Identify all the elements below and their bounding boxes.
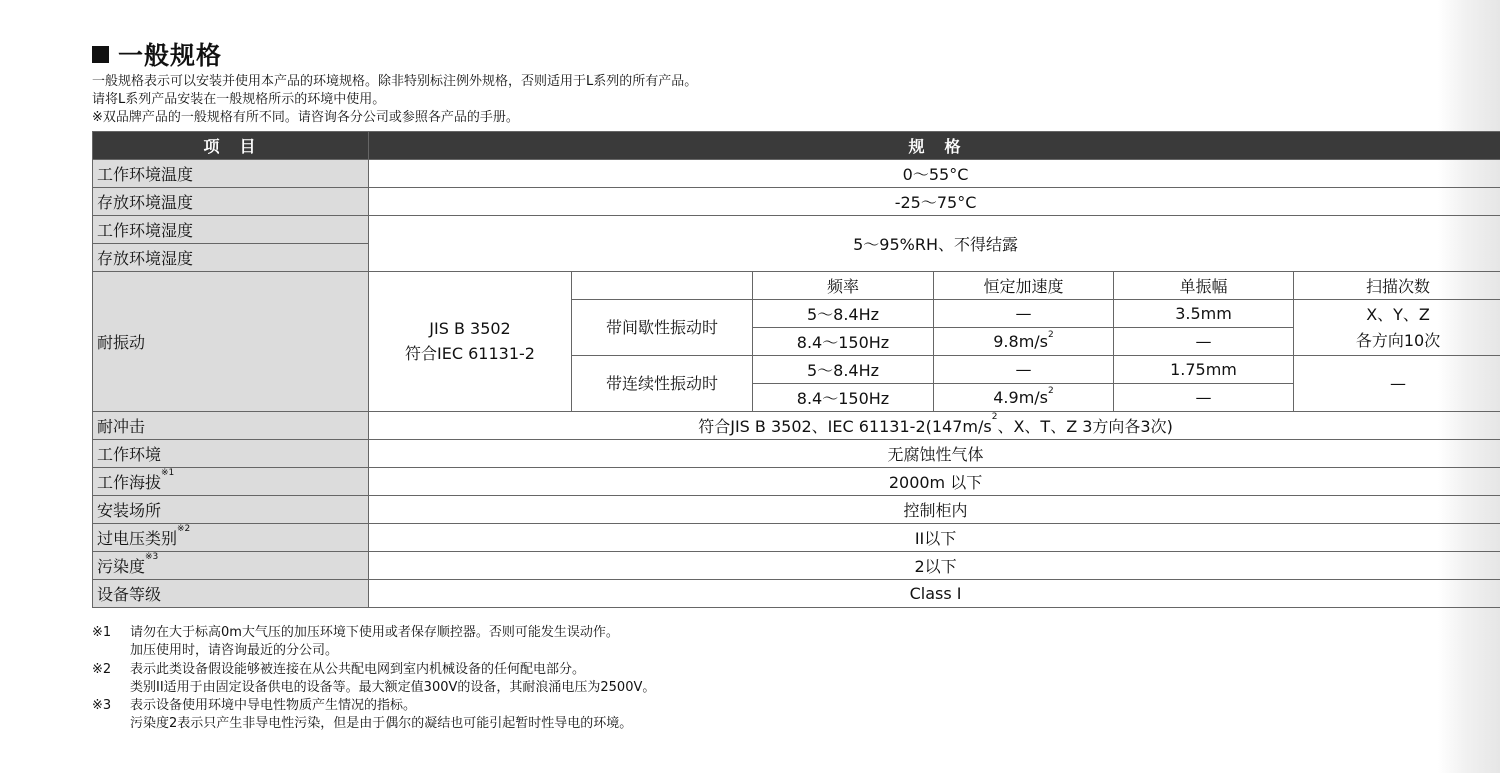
footnote-mark: ※3 bbox=[145, 552, 159, 562]
overvoltage-label-text: 过电压类别 bbox=[97, 529, 178, 548]
square-bullet-icon bbox=[92, 46, 109, 63]
altitude-value: 2000m 以下 bbox=[369, 468, 1500, 496]
install-label: 安装场所 bbox=[93, 496, 369, 524]
footnote-line: 污染度2表示只产生非导电性污染，但是由于偶尔的凝结也可能引起暂时性导电的环境。 bbox=[130, 716, 633, 732]
op-temp-label: 工作环境温度 bbox=[93, 160, 369, 188]
table-row bbox=[93, 496, 1500, 524]
table-row bbox=[93, 440, 1500, 468]
shock-value-a: 符合JIS B 3502、IEC 61131-2(147m/s bbox=[698, 417, 992, 436]
amp-cell: — bbox=[1114, 384, 1294, 412]
table-row bbox=[93, 160, 1500, 188]
continuous-label: 带连续性振动时 bbox=[572, 356, 753, 412]
table-row bbox=[93, 552, 1500, 580]
storage-temp-value: -25～75°C bbox=[369, 188, 1500, 216]
footnote-mark: ※2 bbox=[92, 661, 112, 677]
sweeps-line: X、Y、Z bbox=[1366, 304, 1430, 324]
exponent: 2 bbox=[1048, 330, 1054, 340]
accel-value: 4.9m/s bbox=[993, 388, 1049, 407]
footnote bbox=[92, 624, 655, 661]
intro-text bbox=[92, 73, 697, 127]
table-row bbox=[93, 580, 1500, 608]
table-row bbox=[93, 412, 1500, 440]
accel-cell bbox=[934, 328, 1114, 356]
sweeps-line: 各方向10次 bbox=[1355, 330, 1441, 350]
footnote-mark: ※1 bbox=[92, 625, 112, 640]
footnote-line: 请勿在大于标高0m大气压的加压环境下使用或者保存顺控器。否则可能发生误动作。 bbox=[130, 625, 619, 640]
vibration-standard-line: 符合IEC 61131-2 bbox=[405, 344, 535, 363]
pollution-label-text: 污染度 bbox=[97, 557, 146, 576]
footnote-text bbox=[130, 661, 655, 698]
col-frequency: 频率 bbox=[753, 272, 934, 300]
vibration-standard bbox=[369, 272, 572, 412]
overvoltage-label bbox=[93, 524, 369, 552]
sweeps-cell bbox=[1294, 300, 1500, 356]
environment-value: 无腐蚀性气体 bbox=[369, 440, 1500, 468]
intro-line: 一般规格表示可以安装并使用本产品的环境规格。除非特别标注例外规格，否则适用于L系列的所有产品。 bbox=[92, 74, 698, 89]
table-row bbox=[93, 468, 1500, 496]
amp-cell: — bbox=[1114, 328, 1294, 356]
pollution-label bbox=[93, 552, 369, 580]
freq-cell: 5～8.4Hz bbox=[753, 356, 934, 384]
amp-cell: 3.5mm bbox=[1114, 300, 1294, 328]
spec-table bbox=[92, 131, 1500, 608]
altitude-label bbox=[93, 468, 369, 496]
footnote-line: 表示此类设备假设能够被连接在从公共配电网到室内机械设备的任何配电部分。 bbox=[130, 661, 586, 677]
footnote-line: 加压使用时，请咨询最近的分公司。 bbox=[130, 643, 339, 659]
exponent: 2 bbox=[1048, 386, 1054, 396]
col-acceleration: 恒定加速度 bbox=[934, 272, 1114, 300]
install-value: 控制柜内 bbox=[369, 496, 1500, 524]
accel-cell: — bbox=[934, 356, 1114, 384]
exponent: 2 bbox=[991, 412, 998, 422]
footnote-text bbox=[130, 624, 619, 661]
footnote bbox=[92, 661, 655, 698]
humidity-value: 5～95%RH、不得结露 bbox=[369, 216, 1500, 272]
freq-cell: 5～8.4Hz bbox=[753, 300, 934, 328]
altitude-label-text: 工作海拔 bbox=[97, 473, 162, 492]
shock-value bbox=[369, 412, 1500, 440]
intermittent-label: 带间歇性振动时 bbox=[572, 300, 753, 356]
overvoltage-value: II以下 bbox=[369, 524, 1500, 552]
storage-temp-label: 存放环境温度 bbox=[93, 188, 369, 216]
equipment-value: Class I bbox=[369, 580, 1500, 608]
amp-cell: 1.75mm bbox=[1114, 356, 1294, 384]
vibration-label: 耐振动 bbox=[93, 272, 369, 412]
vibration-standard-line: JIS B 3502 bbox=[429, 319, 511, 338]
table-header-row bbox=[93, 132, 1500, 160]
table-row bbox=[93, 216, 1500, 244]
footnote-mark: ※3 bbox=[92, 698, 112, 714]
table-row bbox=[93, 272, 1500, 300]
equipment-label: 设备等级 bbox=[93, 580, 369, 608]
intro-line: 请将L系列产品安装在一般规格所示的环境中使用。 bbox=[92, 92, 386, 107]
footnotes bbox=[92, 624, 655, 734]
shock-value-b: 、X、T、Z 3方向各3次) bbox=[997, 417, 1173, 436]
sweeps-continuous-cell: — bbox=[1294, 356, 1500, 412]
page-title bbox=[92, 36, 222, 72]
footnote-line: 表示设备使用环境中导电性物质产生情况的指标。 bbox=[130, 698, 417, 714]
table-row bbox=[93, 524, 1500, 552]
header-item: 项 目 bbox=[93, 132, 369, 160]
footnote-text bbox=[130, 697, 632, 734]
page-title-text: 一般规格 bbox=[118, 41, 223, 70]
freq-cell: 8.4～150Hz bbox=[753, 384, 934, 412]
intro-line: ※双品牌产品的一般规格有所不同。请咨询各分公司或参照各产品的手册。 bbox=[92, 110, 519, 125]
shock-label: 耐冲击 bbox=[93, 412, 369, 440]
freq-cell: 8.4～150Hz bbox=[753, 328, 934, 356]
footnote-mark: ※2 bbox=[177, 524, 191, 534]
footnote-line: 类别II适用于由固定设备供电的设备等。最大额定值300V的设备，其耐浪涌电压为2500V。 bbox=[130, 679, 656, 695]
col-sweeps: 扫描次数 bbox=[1294, 272, 1500, 300]
col-amplitude: 单振幅 bbox=[1114, 272, 1294, 300]
accel-cell: — bbox=[934, 300, 1114, 328]
environment-label: 工作环境 bbox=[93, 440, 369, 468]
op-humidity-label: 工作环境湿度 bbox=[93, 216, 369, 244]
header-spec: 规 格 bbox=[369, 132, 1500, 160]
vibration-blank-header bbox=[572, 272, 753, 300]
accel-value: 9.8m/s bbox=[993, 332, 1049, 351]
accel-cell bbox=[934, 384, 1114, 412]
storage-humidity-label: 存放环境湿度 bbox=[93, 244, 369, 272]
op-temp-value: 0～55°C bbox=[369, 160, 1500, 188]
footnote bbox=[92, 697, 655, 734]
footnote-mark: ※1 bbox=[161, 468, 175, 478]
table-row bbox=[93, 188, 1500, 216]
pollution-value: 2以下 bbox=[369, 552, 1500, 580]
